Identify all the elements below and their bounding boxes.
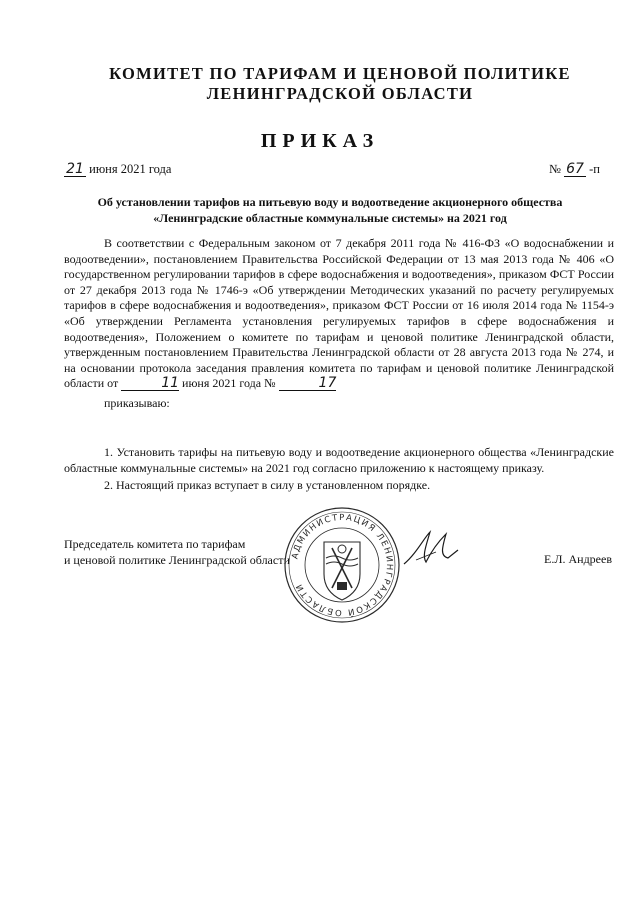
order-item-1: 1. Установить тарифы на питьевую воду и водоотведение акционерного общества «Ленинградские областные коммунальные системы» на 2021 год согласно приложению к настоящему приказу. <box>64 445 614 475</box>
signer-position-line-1: Председатель комитета по тарифам <box>64 537 246 551</box>
number-suffix: -п <box>589 162 600 176</box>
header-line-1: КОМИТЕТ ПО ТАРИФАМ И ЦЕНОВОЙ ПОЛИТИКЕ <box>109 64 571 83</box>
signer-position <box>64 536 290 568</box>
order-item-2: 2. Настоящий приказ вступает в силу в установленном порядке. <box>104 478 431 493</box>
svg-text:АДМИНИСТРАЦИЯ ЛЕНИНГРАДСКОЙ ОБ: АДМИНИСТРАЦИЯ ЛЕНИНГРАДСКОЙ ОБЛАСТИ <box>290 512 395 618</box>
handwritten-number: 67 <box>564 162 586 177</box>
protocol-month: июня 2021 года № <box>182 376 276 391</box>
header-line-2: ЛЕНИНГРАДСКОЙ ОБЛАСТИ <box>206 84 474 103</box>
handwritten-day: 21 <box>64 162 86 177</box>
subject-line-2: «Ленинградские областные коммунальные системы» на 2021 год <box>153 211 507 225</box>
official-seal-icon <box>282 502 402 628</box>
signer-position-line-2: и ценовой политике Ленинградской области <box>64 553 290 567</box>
date-line <box>64 162 600 180</box>
order-date <box>64 162 171 177</box>
preamble-text: В соответствии с Федеральным законом от 7 декабря 2011 года № 416-ФЗ «О водоснабжении и водоотведении», постановлением Правительства Российской Федерации от 13 мая 2013 года № 406 «О государственном регулировании тарифов в сфере водоснабжения и водоотведения», приказом ФСТ России от 27 декабря 2013 года № 1746-э «Об утверждении Методических указаний по расчету регулируемых тарифов в сфере водоснабжения и водоотведения», приказом ФСТ России от 16 июля 2014 года № 1154-э «Об утверждении Регламента установления регулируемых тарифов в сфере водоснабжения и водоотведения», Положением о комитете по тарифам и ценовой политике Ленинградской области, утвержденным постановлением Правительства Ленинградской области от 28 августа 2013 года № 274, и на основании протокола заседания правления комитета по тарифам и ценовой политике Ленинградской области от <box>64 236 614 391</box>
handwritten-protocol-day: 11 <box>121 376 179 391</box>
document-title: ПРИКАЗ <box>260 130 380 152</box>
document-header <box>60 64 620 104</box>
preamble-paragraph <box>64 236 614 392</box>
handwritten-signature-icon <box>396 520 466 580</box>
subject-line-1: Об установлении тарифов на питьевую воду и водоотведение акционерного общества <box>97 195 563 209</box>
order-subject <box>70 194 590 226</box>
signer-name: Е.Л. Андреев <box>544 552 612 566</box>
order-word: приказываю: <box>104 396 170 410</box>
number-prefix: № <box>548 162 561 176</box>
order-items <box>64 445 614 496</box>
order-month-year: июня 2021 года <box>89 162 172 176</box>
order-number <box>549 162 600 177</box>
handwritten-protocol-number: 17 <box>279 376 337 391</box>
